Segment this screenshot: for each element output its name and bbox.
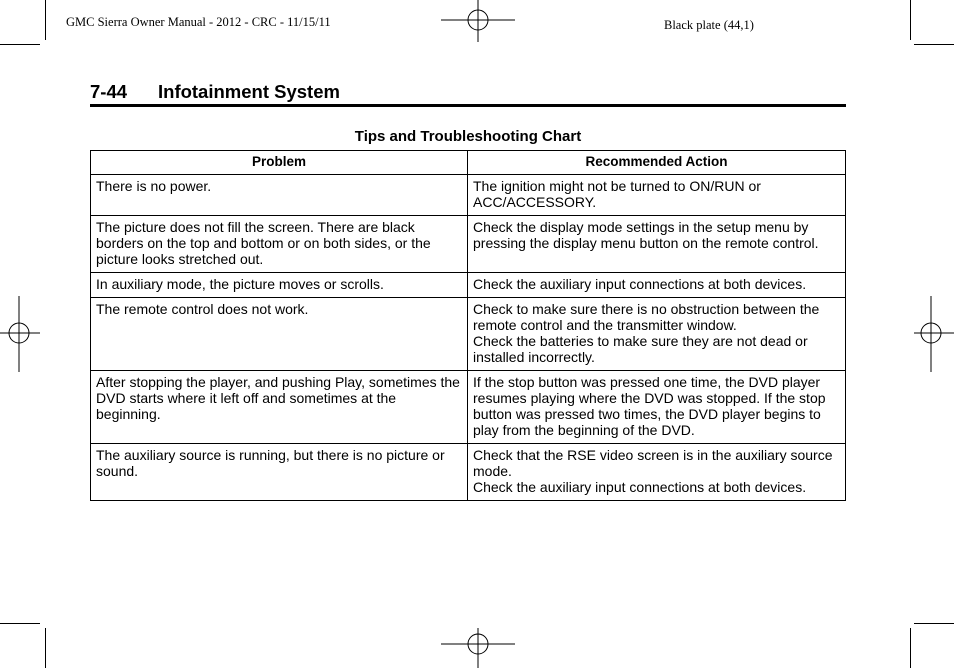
crop-mark: [914, 623, 954, 624]
action-cell: [468, 273, 846, 298]
action-text: If the stop button was pressed one time, the DVD player resumes playing where the DVD was stopped. If the stop button was pressed two times, the DVD player begins to play from the beginning of the DVD.: [473, 374, 826, 438]
problem-cell: The picture does not fill the screen. There are black borders on the top and bottom or on both sides, or the picture looks stretched out.: [91, 216, 468, 273]
crop-mark: [45, 628, 46, 668]
registration-mark-icon: [441, 0, 515, 42]
registration-mark-icon: [441, 628, 515, 668]
action-cell: [468, 216, 846, 273]
table-row: [91, 298, 846, 371]
crop-mark: [45, 0, 46, 40]
table-row: [91, 371, 846, 444]
problem-cell: In auxiliary mode, the picture moves or scrolls.: [91, 273, 468, 298]
section-title: Infotainment System: [158, 81, 340, 102]
action-text: Check the auxiliary input connections at both devices.: [473, 479, 807, 495]
action-cell: [468, 371, 846, 444]
action-text: The ignition might not be turned to ON/RUN or ACC/ACCESSORY.: [473, 178, 761, 210]
problem-cell: The remote control does not work.: [91, 298, 468, 371]
action-cell: [468, 444, 846, 501]
action-text: Check the auxiliary input connections at both devices.: [473, 276, 807, 292]
crop-mark: [910, 0, 911, 40]
registration-mark-icon: [0, 296, 40, 372]
action-text: Check that the RSE video screen is in the auxiliary source mode.: [473, 447, 833, 479]
action-text: Check the batteries to make sure they are not dead or installed incorrectly.: [473, 333, 808, 365]
table-header-row: [91, 151, 846, 175]
crop-mark: [0, 623, 40, 624]
table-row: [91, 216, 846, 273]
problem-cell: There is no power.: [91, 175, 468, 216]
slug-left: GMC Sierra Owner Manual - 2012 - CRC - 11/15/11: [66, 15, 331, 29]
problem-cell: The auxiliary source is running, but there is no picture or sound.: [91, 444, 468, 501]
table-row: [91, 273, 846, 298]
action-text: Check the display mode settings in the setup menu by pressing the display menu button on the remote control.: [473, 219, 819, 251]
column-header-action: Recommended Action: [468, 151, 846, 175]
troubleshooting-table: [90, 150, 846, 501]
table-row: [91, 175, 846, 216]
slug-right: Black plate (44,1): [664, 18, 754, 32]
crop-mark: [910, 628, 911, 668]
action-cell: [468, 175, 846, 216]
action-cell: [468, 298, 846, 371]
crop-mark: [0, 44, 40, 45]
registration-mark-icon: [914, 296, 954, 372]
problem-cell: After stopping the player, and pushing Play, sometimes the DVD starts where it left off and sometimes at the beginning.: [91, 371, 468, 444]
page-header: [90, 80, 846, 107]
column-header-problem: Problem: [91, 151, 468, 175]
action-text: Check to make sure there is no obstruction between the remote control and the transmitter window.: [473, 301, 820, 333]
page-number: 7-44: [90, 81, 128, 102]
crop-mark: [914, 44, 954, 45]
table-row: [91, 444, 846, 501]
chart-title: Tips and Troubleshooting Chart: [354, 128, 582, 145]
